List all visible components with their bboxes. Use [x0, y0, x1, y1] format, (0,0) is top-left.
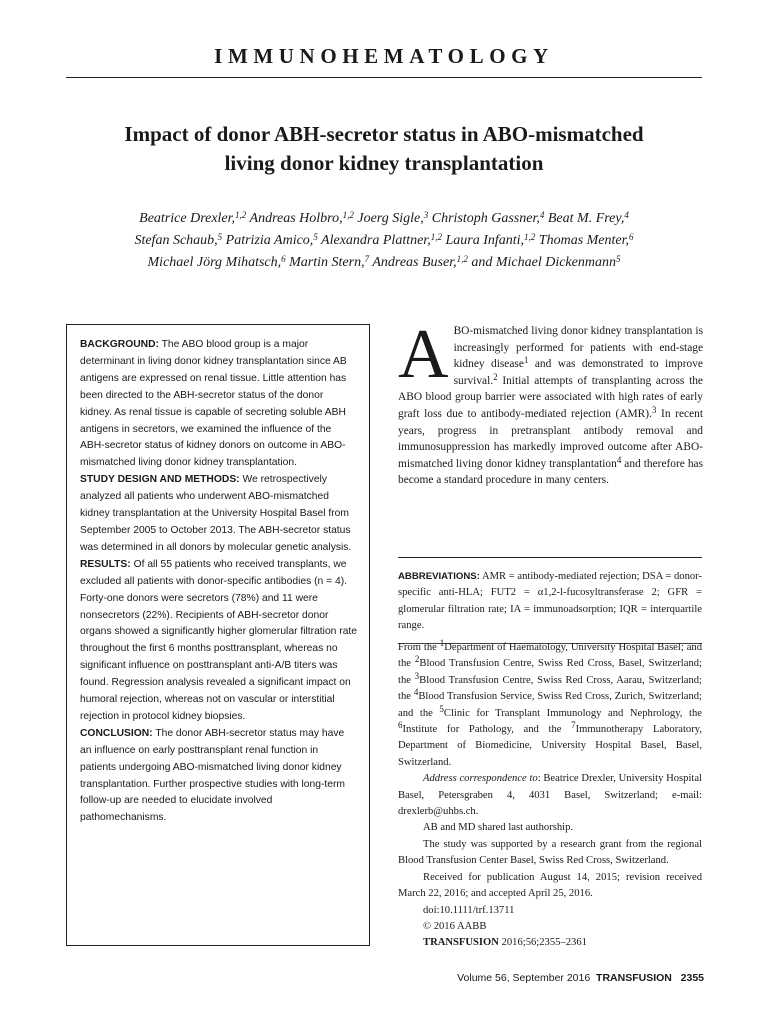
- section-header: IMMUNOHEMATOLOGY: [214, 44, 554, 68]
- reference-mark: 4: [616, 454, 622, 465]
- affiliation-text: Blood Transfusion Centre, Swiss Red Cross, Basel, Switzerland; the: [398, 658, 702, 686]
- author-affiliation: 1,2: [235, 210, 247, 220]
- affiliation-mark: 6: [398, 720, 403, 731]
- author: Andreas Buser,: [369, 255, 457, 270]
- abbreviations-label: ABBREVIATIONS:: [398, 571, 480, 582]
- reference-mark: 2: [493, 371, 498, 382]
- affiliation-mark: 2: [414, 654, 420, 665]
- abstract-background: [80, 337, 357, 472]
- abstract-results: [80, 557, 357, 726]
- intro-text: and therefore has become a standard procedure in many centers.: [398, 457, 704, 487]
- affiliation-mark: 1: [439, 638, 445, 648]
- author: Stefan Schaub,: [134, 233, 218, 248]
- abstract-methods-label: STUDY DESIGN AND METHODS:: [80, 474, 240, 486]
- page-number: 2355: [680, 972, 704, 984]
- intro-text: In recent years, progress in pretransplant antibody removal and immunosuppression has markedly improved outcome after ABO-mismatched living donor kidney transplantation: [398, 407, 703, 470]
- shared-authorship-note: AB and MD shared last authorship.: [423, 822, 574, 834]
- abbreviations-box: [398, 557, 702, 644]
- affiliation-mark: 3: [414, 670, 420, 681]
- drop-cap: A: [398, 316, 449, 393]
- author-affiliation: 5: [217, 232, 223, 242]
- author: Joerg Sigle,: [353, 211, 424, 226]
- journal-name: TRANSFUSION: [423, 937, 499, 949]
- author: Martin Stern,: [285, 255, 365, 270]
- abstract-box: [66, 324, 370, 946]
- abstract-conclusion-text: The donor ABH-secretor status may have an influence on early posttransplant renal function in patients undergoing ABO-mismatched living donor kidney transplantation. Further prospective studies with long-term follow-up are needed to elucidate involved pathomechanisms.: [80, 727, 345, 824]
- author-affiliation: 1,2: [430, 232, 442, 242]
- article-title: [60, 120, 708, 178]
- intro-text: BO-mismatched living donor kidney transplantation is increasingly performed for patients with end-stage kidney disease: [453, 325, 703, 371]
- correspondence-address: [398, 771, 702, 820]
- intro-text: and was demonstrated to improve survival.: [453, 358, 703, 387]
- abstract-conclusion-label: CONCLUSION:: [80, 727, 153, 739]
- funding-note: The study was supported by a research grant from the regional Blood Transfusion Center Basel, Swiss Red Cross, Switzerland.: [398, 838, 702, 867]
- affiliation-text: Clinic for Transplant Immunology and Nephrology, the: [443, 707, 702, 719]
- received-dates: Received for publication August 14, 2015; revision received March 22, 2016; and accepted April 25, 2016.: [398, 871, 702, 900]
- intro-paragraph: [398, 316, 704, 489]
- address-text: : Beatrice Drexler, University Hospital Basel, Petersgraben 4, 4031 Basel, Switzerland; e-mail: drexlerb@uhbs.ch.: [398, 773, 702, 818]
- author: Beatrice Drexler,: [139, 211, 236, 226]
- abbreviations-text: AMR = antibody-mediated rejection; DSA = donor-specific anti-HLA; FUT2 = α1,2-l-fucosyltransferase 2; GFR = glomerular filtration rate; IA = immunoadsorption; IQR = interquartile range.: [398, 571, 703, 632]
- affiliation-text: Department of Haematology, University Hospital Basel; and the: [398, 642, 702, 670]
- intro-text: Initial attempts of transplanting across the ABO blood group barrier were associated with high rates of early graft loss due to antibody-mediated rejection (AMR).: [398, 374, 703, 420]
- address-label: Address correspondence to: [423, 773, 538, 785]
- author: and Michael Dickenmann: [467, 255, 616, 270]
- copyright: © 2016 AABB: [423, 920, 487, 932]
- affiliation-text: Institute for Pathology, and the: [402, 724, 572, 736]
- footer-journal: TRANSFUSION: [596, 972, 672, 984]
- abstract-results-label: RESULTS:: [80, 558, 131, 570]
- affiliation-text: Blood Transfusion Centre, Swiss Red Cross, Aarau, Switzerland; the: [398, 674, 702, 703]
- journal-ref: 2016;56;2355–2361: [498, 937, 587, 949]
- abstract-background-label: BACKGROUND:: [80, 339, 159, 350]
- author: Michael Jörg Mihatsch,: [147, 255, 282, 270]
- affiliation-mark: 4: [413, 687, 419, 698]
- abstract-conclusion: [80, 726, 357, 827]
- abstract-methods-text: We retrospectively analyzed all patients who underwent ABO-mismatched kidney transplantation at the University Hospital Basel from September 2005 to October 2013. The ABH-secretor status was determined in all donors by molecular genetic analysis.: [80, 474, 352, 553]
- reference-mark: 3: [651, 404, 657, 415]
- abstract-results-text: Of all 55 patients who received transplants, we excluded all patients with donor-specific antibodies (n = 4). Forty-one donors were secretors (78%) and 11 were nonsecretors (22%). Recipients of ABH-secretor donor organs showed a significantly higher glomerular filtration rate throughout the first 6 months posttransplant, whereas no significant influence on posttransplant anti-A/B titers was found. Regression analysis revealed a significant impact on humoral rejection, whereas not on vascular or interstitial rejection in protocol kidney biopsies.: [80, 558, 358, 722]
- author-affiliation: 6: [281, 254, 286, 264]
- author: Laura Infanti,: [441, 233, 525, 248]
- author-list: [60, 208, 708, 274]
- author: Christoph Gassner,: [428, 211, 540, 226]
- citation-line: [398, 935, 702, 951]
- affiliation-text: Blood Transfusion Service, Swiss Red Cross, Zurich, Switzerland; and the: [398, 691, 702, 719]
- author: Beat M. Frey,: [544, 211, 625, 226]
- affiliation-text: From the: [398, 642, 440, 653]
- author: Thomas Menter,: [535, 233, 630, 248]
- abstract-background-text: The ABO blood group is a major determinant in living donor kidney transplantation since AB antigens are expressed on renal tissue. Little attention has been directed to the ABH-secretor status of the donor kidney. As renal tissue is capable of secreting soluble ABH antigens in secretors, we examined the influence of the ABH-secretor status of kidney donors on outcome in ABO-mismatched living donor kidney transplantation.: [80, 339, 347, 469]
- reference-mark: 1: [523, 355, 529, 366]
- affiliation-mark: 7: [571, 720, 576, 731]
- author-affiliation: 4: [624, 210, 629, 220]
- author-affiliation: 5: [615, 254, 621, 264]
- author-affiliation: 7: [364, 254, 370, 264]
- author-affiliation: 1,2: [524, 232, 536, 242]
- author-affiliation: 4: [539, 210, 545, 220]
- title-line-1: Impact of donor ABH-secretor status in ABO-mismatched: [124, 122, 644, 146]
- header-rule: [66, 77, 702, 78]
- author-affiliation: 3: [423, 210, 429, 220]
- author-affiliation: 5: [313, 232, 318, 242]
- affiliations-block: [398, 640, 702, 952]
- footer-volume: Volume 56, September 2016: [457, 972, 591, 984]
- author-affiliation: 1,2: [342, 210, 354, 220]
- abstract-methods: [80, 472, 357, 557]
- author: Patrizia Amico,: [222, 233, 314, 248]
- author: Andreas Holbro,: [246, 211, 343, 226]
- affiliation-mark: 5: [439, 703, 444, 714]
- doi: doi:10.1111/trf.13711: [423, 904, 515, 916]
- affiliation-paragraph: [398, 640, 702, 771]
- author: Alexandra Plattner,: [317, 233, 431, 248]
- author-affiliation: 6: [629, 232, 634, 242]
- page-footer: [457, 972, 704, 984]
- author-affiliation: 1,2: [456, 254, 468, 264]
- title-line-2: living donor kidney transplantation: [224, 151, 544, 175]
- affiliation-text: Immunotherapy Laboratory, Department of Biomedicine, University Hospital Basel, Basel, Switzerland.: [398, 724, 702, 768]
